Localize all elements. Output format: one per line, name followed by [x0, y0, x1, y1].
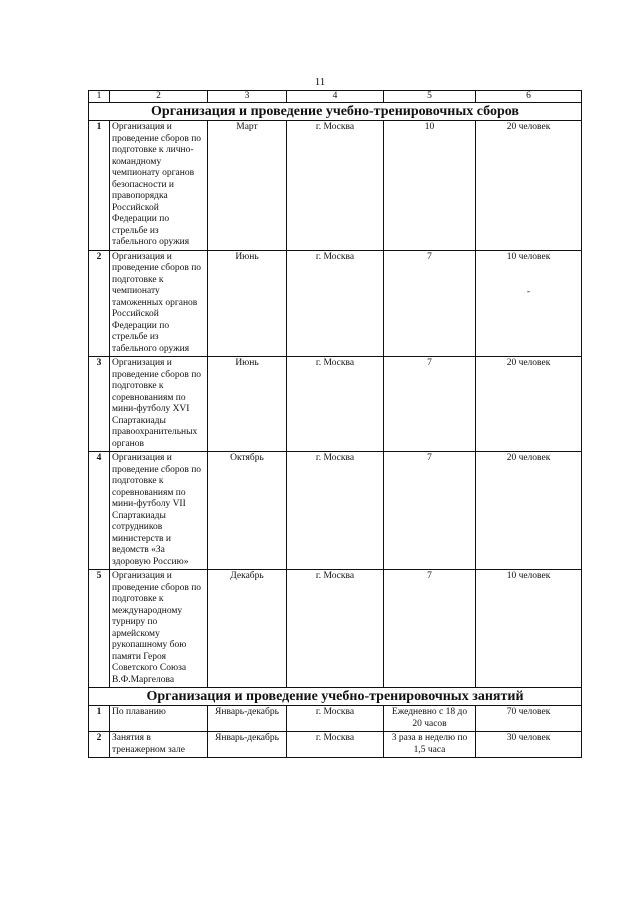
event-place: г. Москва [287, 570, 384, 688]
section-title-row [89, 103, 582, 121]
event-name: По плаванию [110, 706, 208, 732]
table-row [89, 452, 582, 570]
header-cell: 6 [476, 91, 582, 103]
event-place: г. Москва [287, 706, 384, 732]
row-number: 3 [89, 357, 110, 452]
event-name: Организация и проведение сборов по подготовке к соревнованиям по мини-футболу XVI Спартакиады правоохранительных органов [110, 357, 208, 452]
event-people: 10 человек [476, 570, 582, 688]
event-people: 30 человек [476, 732, 582, 758]
section-title: Организация и проведение учебно-тренировочных сборов [89, 103, 582, 121]
table-row [89, 732, 582, 758]
event-place: г. Москва [287, 452, 384, 570]
header-cell: 5 [384, 91, 476, 103]
table-row [89, 250, 582, 357]
event-month: Октябрь [208, 452, 287, 570]
events-table [88, 90, 582, 758]
row-number: 2 [89, 732, 110, 758]
row-number: 1 [89, 121, 110, 251]
event-place: г. Москва [287, 121, 384, 251]
event-people: 20 человек [476, 121, 582, 251]
event-place: г. Москва [287, 250, 384, 357]
event-days: 10 [384, 121, 476, 251]
table-row [89, 706, 582, 732]
table-row [89, 121, 582, 251]
event-month: Январь-декабрь [208, 732, 287, 758]
stray-mark: - [526, 287, 531, 297]
event-name: Организация и проведение сборов по подготовке к чемпионату таможенных органов Российской Федерации по стрельбе из табельного оружия [110, 250, 208, 357]
event-people: 10 человек [506, 251, 551, 262]
event-days: 7 [384, 452, 476, 570]
event-days: 3 раза в неделю по 1,5 часа [384, 732, 476, 758]
event-people: 70 человек [476, 706, 582, 732]
header-cell: 4 [287, 91, 384, 103]
event-days: 7 [384, 250, 476, 357]
row-number: 2 [89, 250, 110, 357]
event-name: Организация и проведение сборов по подготовке к соревнованиям по мини-футболу VII Спартакиады сотрудников министерств и ведомств «За здоровую Россию» [110, 452, 208, 570]
event-people-cell [476, 250, 582, 357]
row-number: 5 [89, 570, 110, 688]
event-month: Декабрь [208, 570, 287, 688]
section-title-row [89, 688, 582, 706]
event-month: Июнь [208, 250, 287, 357]
event-month: Январь-декабрь [208, 706, 287, 732]
page-number: 11 [314, 76, 326, 88]
header-cell: 2 [110, 91, 208, 103]
header-cell: 3 [208, 91, 287, 103]
table-row [89, 357, 582, 452]
event-days: 7 [384, 570, 476, 688]
event-days: 7 [384, 357, 476, 452]
event-place: г. Москва [287, 357, 384, 452]
event-name: Организация и проведение сборов по подготовке к международному турниру по армейскому рукопашному бою памяти Героя Советского Союза В.Ф.Маргелова [110, 570, 208, 688]
event-place: г. Москва [287, 732, 384, 758]
table-row [89, 570, 582, 688]
event-people: 20 человек [476, 357, 582, 452]
table-header-row [89, 91, 582, 103]
event-name: Организация и проведение сборов по подготовке к лично-командному чемпионату органов безопасности и правопорядка Российской Федерации по стрельбе из табельного оружия [110, 121, 208, 251]
event-people: 20 человек [476, 452, 582, 570]
event-days: Ежедневно с 18 до 20 часов [384, 706, 476, 732]
event-month: Июнь [208, 357, 287, 452]
event-name: Занятия в тренажерном зале [110, 732, 208, 758]
event-month: Март [208, 121, 287, 251]
row-number: 1 [89, 706, 110, 732]
header-cell: 1 [89, 91, 110, 103]
row-number: 4 [89, 452, 110, 570]
section-title: Организация и проведение учебно-тренировочных занятий [89, 688, 582, 706]
